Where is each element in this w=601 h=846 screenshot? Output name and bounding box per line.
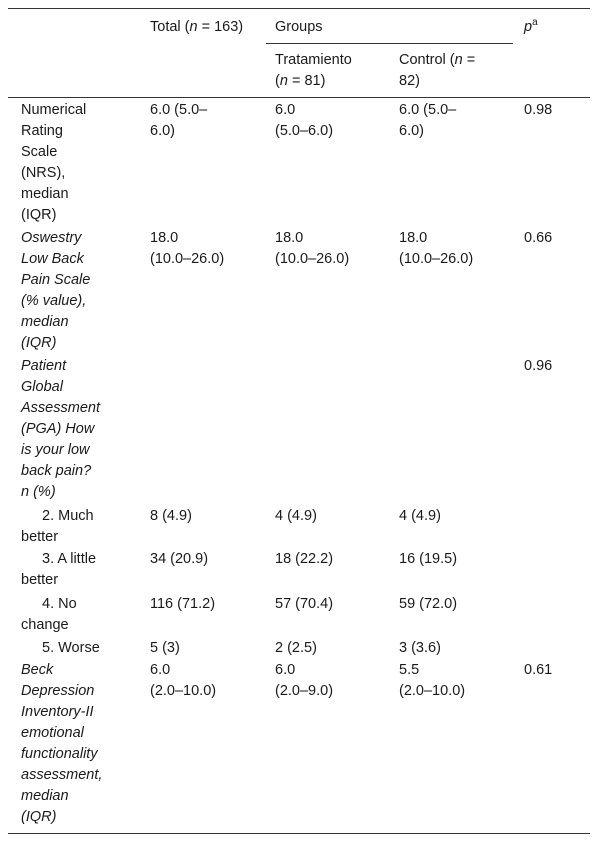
header-control: Control (n = 82) (399, 52, 476, 89)
groups-underline (266, 43, 513, 44)
cell-pga-worse-total: 5 (3) (150, 640, 180, 656)
row-label-beck: Beck Depression Inventory-II emotional functionality assessment, median (IQR) (21, 662, 103, 825)
row-label-pga-no-change: 4. No change (21, 596, 77, 633)
row-label-pga-little-better: 3. A little better (21, 551, 97, 588)
cell-nrs-p: 0.98 (524, 102, 553, 118)
cell-pga-much-better-control: 4 (4.9) (399, 508, 441, 524)
cell-beck-total: 6.0 (2.0–10.0) (150, 662, 217, 699)
cell-oswestry-control: 18.0 (10.0–26.0) (399, 230, 474, 267)
row-label-oswestry: Oswestry Low Back Pain Scale (% value), median (IQR) (21, 230, 91, 351)
top-rule (8, 8, 590, 9)
header-groups: Groups (275, 19, 323, 35)
cell-pga-p: 0.96 (524, 358, 553, 374)
header-treatment: Tratamiento (n = 81) (275, 52, 352, 89)
cell-oswestry-total: 18.0 (10.0–26.0) (150, 230, 225, 267)
header-p-value: $p^a$ (524, 17, 538, 35)
cell-pga-no-change-control: 59 (72.0) (399, 596, 458, 612)
row-label-pga-much-better: 2. Much better (21, 508, 94, 545)
cell-pga-little-better-treatment: 18 (22.2) (275, 551, 334, 567)
cell-pga-worse-control: 3 (3.6) (399, 640, 441, 656)
cell-oswestry-p: 0.66 (524, 230, 553, 246)
row-label-nrs: Numerical Rating Scale (NRS), median (IQR) (21, 102, 87, 223)
cell-nrs-control: 6.0 (5.0– 6.0) (399, 102, 457, 139)
cell-pga-much-better-total: 8 (4.9) (150, 508, 192, 524)
cell-beck-p: 0.61 (524, 662, 553, 678)
cell-beck-control: 5.5 (2.0–10.0) (399, 662, 466, 699)
cell-oswestry-treatment: 18.0 (10.0–26.0) (275, 230, 350, 267)
cell-pga-worse-treatment: 2 (2.5) (275, 640, 317, 656)
cell-nrs-total: 6.0 (5.0– 6.0) (150, 102, 208, 139)
header-total: Total (n = 163) (150, 19, 244, 35)
cell-pga-no-change-total: 116 (71.2) (150, 596, 216, 612)
row-label-pga: Patient Global Assessment (PGA) How is your low back pain? n (%) (21, 358, 100, 500)
cell-nrs-treatment: 6.0 (5.0–6.0) (275, 102, 334, 139)
cell-pga-little-better-total: 34 (20.9) (150, 551, 209, 567)
table-bottom-rule (8, 833, 590, 834)
cell-pga-no-change-treatment: 57 (70.4) (275, 596, 334, 612)
cell-beck-treatment: 6.0 (2.0–9.0) (275, 662, 334, 699)
header-bottom-rule (8, 97, 590, 98)
cell-pga-little-better-control: 16 (19.5) (399, 551, 458, 567)
row-label-pga-worse: 5. Worse (42, 640, 100, 656)
cell-pga-much-better-treatment: 4 (4.9) (275, 508, 317, 524)
